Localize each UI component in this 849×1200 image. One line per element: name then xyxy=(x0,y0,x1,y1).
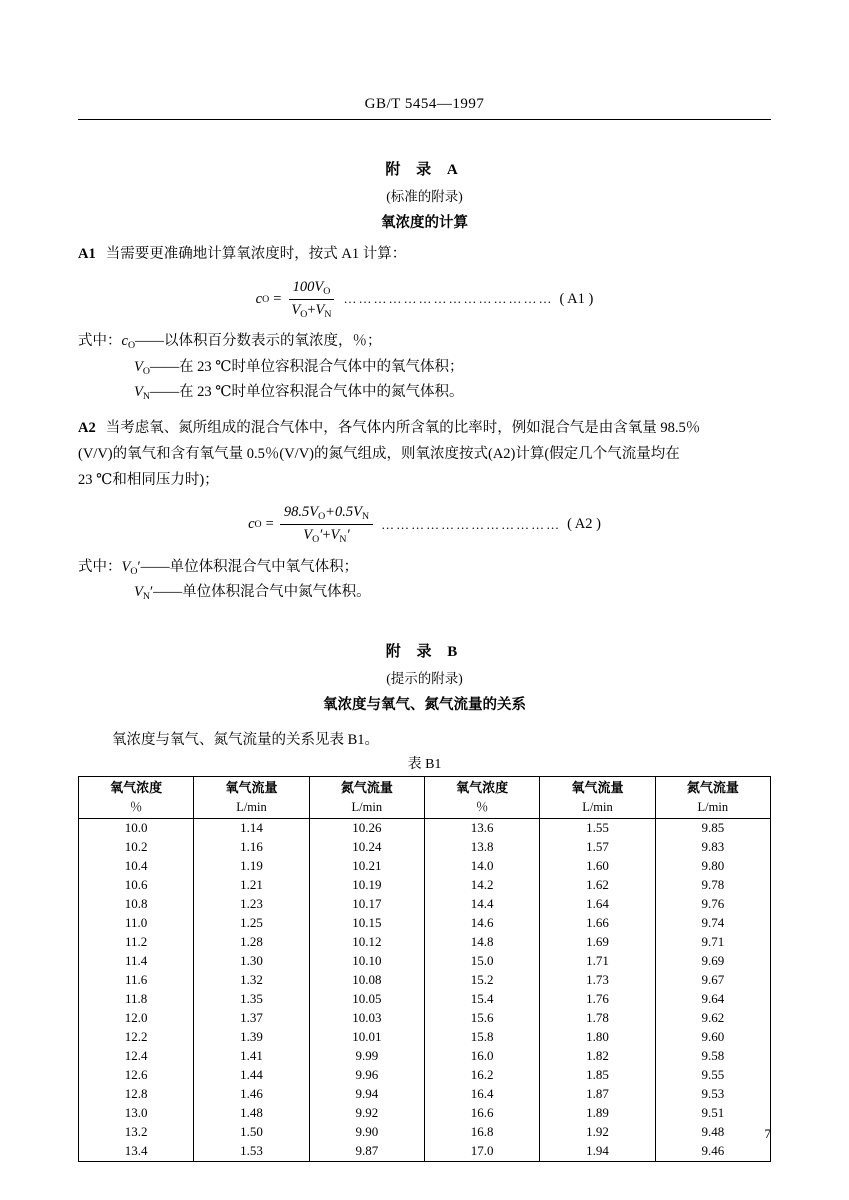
table-row xyxy=(79,857,771,876)
table-cell: 16.0 xyxy=(424,1047,539,1066)
def-a2-0-text: ——单位体积混合气中氧气体积； xyxy=(140,558,359,575)
where-line-a2-1 xyxy=(78,555,771,581)
column-header-0 xyxy=(79,776,194,818)
table-cell: 1.57 xyxy=(540,838,655,857)
table-row xyxy=(79,1142,771,1162)
table-cell: 11.4 xyxy=(79,952,194,971)
table-cell: 10.4 xyxy=(79,857,194,876)
appendix-a-title: 附 录 A xyxy=(385,162,464,178)
table-b1-body xyxy=(79,818,771,1161)
equation-a1 xyxy=(78,278,771,321)
appendix-b-title: 附 录 B xyxy=(385,643,464,660)
eq-a1-den-b: V xyxy=(315,301,325,318)
column-header-2-unit: L/min xyxy=(351,799,383,814)
column-header-1 xyxy=(194,776,309,818)
where-block-a1 xyxy=(78,329,771,406)
table-cell: 1.53 xyxy=(194,1142,309,1162)
table-row xyxy=(79,1009,771,1028)
column-header-4-label: 氧气流量 xyxy=(571,779,624,795)
table-cell: 1.16 xyxy=(194,838,309,857)
table-row xyxy=(79,1085,771,1104)
table-cell: 1.85 xyxy=(540,1066,655,1085)
def-a1-0-sym: c xyxy=(121,332,128,349)
eq-a2-den-a: V xyxy=(303,527,313,544)
table-cell: 9.69 xyxy=(655,952,770,971)
table-cell: 9.67 xyxy=(655,971,770,990)
eq-a2-den-b-sub: N xyxy=(339,534,347,546)
eq-a1-den-a-sub: O xyxy=(300,308,308,320)
table-b1 xyxy=(78,776,771,1162)
table-cell: 9.90 xyxy=(309,1123,424,1142)
column-header-4-unit: L/min xyxy=(582,799,613,814)
eq-a2-den-a-prime: ′ xyxy=(319,527,323,544)
table-cell: 9.60 xyxy=(655,1028,770,1047)
paragraph-a2-line3: 23 ℃和相同压力时)； xyxy=(78,471,219,488)
table-cell: 1.78 xyxy=(540,1009,655,1028)
column-header-5-label: 氮气流量 xyxy=(686,779,739,795)
column-header-1-unit: L/min xyxy=(236,799,267,814)
def-a1-1-text: ——在 23 ℃时单位容积混合气体中的氧气体积； xyxy=(149,358,464,375)
table-cell: 11.0 xyxy=(79,914,194,933)
table-cell: 1.19 xyxy=(194,857,309,876)
table-row xyxy=(79,952,771,971)
table-row xyxy=(79,1066,771,1085)
table-cell: 1.87 xyxy=(540,1085,655,1104)
table-cell: 11.2 xyxy=(79,933,194,952)
table-cell: 12.6 xyxy=(79,1066,194,1085)
table-cell: 15.4 xyxy=(424,990,539,1009)
table-row xyxy=(79,895,771,914)
table-cell: 13.2 xyxy=(79,1123,194,1142)
table-row xyxy=(79,914,771,933)
table-row xyxy=(79,933,771,952)
table-cell: 14.6 xyxy=(424,914,539,933)
table-cell: 1.50 xyxy=(194,1123,309,1142)
eq-a2-num-plus: +0.5V xyxy=(325,504,362,521)
paragraph-a1 xyxy=(78,242,771,268)
table-cell: 16.6 xyxy=(424,1104,539,1123)
eq-a1-lhs: c xyxy=(255,290,263,307)
table-b1-caption: 表 B1 xyxy=(407,756,442,772)
table-cell: 14.2 xyxy=(424,876,539,895)
table-cell: 13.0 xyxy=(79,1104,194,1123)
table-row xyxy=(79,818,771,838)
column-header-2-label: 氮气流量 xyxy=(340,779,393,795)
eq-a1-numerator xyxy=(289,278,335,300)
column-header-2 xyxy=(309,776,424,818)
table-cell: 10.26 xyxy=(309,818,424,838)
paragraph-a2-line1 xyxy=(78,416,771,442)
table-cell: 1.30 xyxy=(194,952,309,971)
page-header-standard-number: GB/T 5454—1997 xyxy=(364,96,485,112)
def-a1-2-text: ——在 23 ℃时单位容积混合气体中的氮气体积。 xyxy=(149,384,464,401)
table-cell: 16.2 xyxy=(424,1066,539,1085)
table-cell: 1.76 xyxy=(540,990,655,1009)
header-divider xyxy=(78,119,771,120)
table-cell: 14.0 xyxy=(424,857,539,876)
eq-a1-den-a: V xyxy=(291,301,301,318)
table-cell: 1.23 xyxy=(194,895,309,914)
table-cell: 12.0 xyxy=(79,1009,194,1028)
table-row xyxy=(79,1047,771,1066)
table-cell: 13.8 xyxy=(424,838,539,857)
table-cell: 1.69 xyxy=(540,933,655,952)
table-cell: 1.62 xyxy=(540,876,655,895)
equation-a2-number: ( A2 ) xyxy=(567,516,601,533)
table-cell: 9.74 xyxy=(655,914,770,933)
eq-a2-lhs-sub: O xyxy=(254,519,262,531)
table-cell: 9.46 xyxy=(655,1142,770,1162)
paragraph-a2 xyxy=(78,416,771,493)
page-content xyxy=(78,96,771,1162)
table-cell: 1.89 xyxy=(540,1104,655,1123)
appendix-b-intro: 氧浓度与氧气、氮气流量的关系见表 B1。 xyxy=(112,731,380,748)
appendix-b-subtitle: (提示的附录) xyxy=(386,670,463,686)
column-header-0-label: 氧气浓度 xyxy=(110,779,163,795)
eq-a2-num-a: 98.5V xyxy=(283,504,319,521)
table-cell: 15.2 xyxy=(424,971,539,990)
table-row xyxy=(79,971,771,990)
eq-a1-denominator xyxy=(287,300,335,321)
table-cell: 1.46 xyxy=(194,1085,309,1104)
table-cell: 16.4 xyxy=(424,1085,539,1104)
table-cell: 14.4 xyxy=(424,895,539,914)
def-a1-0-text: ——以体积百分数表示的氧浓度，％； xyxy=(135,332,382,349)
where-label-a1: 式中： xyxy=(78,332,122,349)
table-cell: 10.08 xyxy=(309,971,424,990)
def-a1-2-sym: V xyxy=(134,384,143,401)
clause-a2-label: A2 xyxy=(78,420,96,437)
table-cell: 9.51 xyxy=(655,1104,770,1123)
table-cell: 9.55 xyxy=(655,1066,770,1085)
def-a1-1-sym: V xyxy=(134,358,143,375)
table-cell: 1.64 xyxy=(540,895,655,914)
equation-a1-number: ( A1 ) xyxy=(559,290,594,307)
table-cell: 9.96 xyxy=(309,1066,424,1085)
table-cell: 1.37 xyxy=(194,1009,309,1028)
eq-a2-den-b-prime: ′ xyxy=(346,527,350,544)
table-cell: 9.94 xyxy=(309,1085,424,1104)
table-cell: 1.60 xyxy=(540,857,655,876)
table-cell: 1.66 xyxy=(540,914,655,933)
where-label-a2: 式中： xyxy=(78,558,122,575)
table-cell: 1.28 xyxy=(194,933,309,952)
table-cell: 12.4 xyxy=(79,1047,194,1066)
column-header-5 xyxy=(655,776,770,818)
page-number: 7 xyxy=(764,1126,771,1141)
table-cell: 10.8 xyxy=(79,895,194,914)
table-cell: 10.24 xyxy=(309,838,424,857)
table-cell: 9.62 xyxy=(655,1009,770,1028)
table-cell: 15.6 xyxy=(424,1009,539,1028)
table-cell: 16.8 xyxy=(424,1123,539,1142)
table-cell: 1.80 xyxy=(540,1028,655,1047)
equation-a2-expression: c O = $\frac{98.5V_O+0.5V_N}{V_O'+V_N'}$ xyxy=(248,503,375,546)
table-b1-wrapper xyxy=(78,776,771,1162)
eq-a2-den-a-sub: O xyxy=(312,534,320,546)
eq-a2-numerator xyxy=(280,503,373,525)
def-a2-0-prime: ′ xyxy=(137,558,141,575)
table-cell: 10.0 xyxy=(79,818,194,838)
table-row xyxy=(79,876,771,895)
table-cell: 14.8 xyxy=(424,933,539,952)
eq-a2-lhs: c xyxy=(248,516,255,533)
table-cell: 10.2 xyxy=(79,838,194,857)
table-cell: 13.6 xyxy=(424,818,539,838)
clause-a1-label: A1 xyxy=(78,246,96,262)
table-cell: 1.35 xyxy=(194,990,309,1009)
appendix-a-name: 氧浓度的计算 xyxy=(381,215,468,231)
table-cell: 1.25 xyxy=(194,914,309,933)
table-cell: 10.6 xyxy=(79,876,194,895)
equation-a1-leader-dots: …………………………………… xyxy=(343,291,554,307)
eq-a1-den-plus: + xyxy=(307,301,316,318)
def-a2-0-sub: O xyxy=(130,565,138,577)
def-a1-0-sub: O xyxy=(127,339,136,351)
section-spacer xyxy=(78,606,771,640)
table-cell: 1.73 xyxy=(540,971,655,990)
table-cell: 9.99 xyxy=(309,1047,424,1066)
table-cell: 10.01 xyxy=(309,1028,424,1047)
eq-a1-den-b-sub: N xyxy=(324,308,332,320)
where-line-a1-1 xyxy=(78,329,771,355)
clause-a1-text: 当需要更准确地计算氧浓度时，按式 A1 计算： xyxy=(105,246,407,262)
table-cell: 15.0 xyxy=(424,952,539,971)
table-row xyxy=(79,990,771,1009)
paragraph-a2-line2: (V/V)的氧气和含有氧气量 0.5％(V/V)的氮气组成，则氧浓度按式(A2)计算(假定几个气流量均在 xyxy=(78,445,680,462)
eq-a1-num-sub: O xyxy=(323,285,331,297)
table-cell: 9.92 xyxy=(309,1104,424,1123)
def-a1-2-sub: N xyxy=(142,391,150,403)
table-cell: 1.39 xyxy=(194,1028,309,1047)
column-header-4 xyxy=(540,776,655,818)
def-a1-1-sub: O xyxy=(142,365,150,377)
table-cell: 9.76 xyxy=(655,895,770,914)
column-header-1-label: 氧气流量 xyxy=(225,779,278,795)
table-cell: 13.4 xyxy=(79,1142,194,1162)
column-header-5-unit: L/min xyxy=(697,799,729,814)
equation-a2-leader-dots: ……………………………… xyxy=(381,516,562,532)
column-header-3 xyxy=(424,776,539,818)
table-cell: 1.94 xyxy=(540,1142,655,1162)
where-line-a2-2 xyxy=(134,580,771,606)
table-cell: 11.8 xyxy=(79,990,194,1009)
table-cell: 1.32 xyxy=(194,971,309,990)
table-row xyxy=(79,1104,771,1123)
def-a2-1-text: ——单位体积混合气中氮气体积。 xyxy=(153,584,371,601)
table-cell: 10.19 xyxy=(309,876,424,895)
table-cell: 1.14 xyxy=(194,818,309,838)
def-a2-1-sub: N xyxy=(142,591,150,602)
table-cell: 12.2 xyxy=(79,1028,194,1047)
where-line-a1-2 xyxy=(134,355,771,381)
eq-a2-num-a-sub: O xyxy=(318,511,326,523)
def-a2-1-prime: ′ xyxy=(149,584,154,601)
eq-a1-fraction xyxy=(287,278,335,321)
where-line-a1-3 xyxy=(134,380,771,406)
table-cell: 17.0 xyxy=(424,1142,539,1162)
table-cell: 1.55 xyxy=(540,818,655,838)
table-cell: 9.87 xyxy=(309,1142,424,1162)
clause-a2-line1: 当考虑氧、氮所组成的混合气体中，各气体内所含氧的比率时，例如混合气是由含氧量 98.5％ xyxy=(105,420,701,437)
eq-a2-den-b: V xyxy=(330,527,340,544)
eq-a2-fraction xyxy=(280,503,373,546)
table-cell: 12.8 xyxy=(79,1085,194,1104)
eq-a1-lhs-sub: O xyxy=(262,293,270,305)
eq-a2-den-plus: + xyxy=(322,527,331,544)
table-cell: 1.41 xyxy=(194,1047,309,1066)
table-cell: 15.8 xyxy=(424,1028,539,1047)
table-cell: 10.03 xyxy=(309,1009,424,1028)
eq-a2-denominator xyxy=(299,525,353,546)
table-cell: 9.78 xyxy=(655,876,770,895)
table-cell: 10.21 xyxy=(309,857,424,876)
def-a2-1-sym: V xyxy=(134,584,143,601)
table-cell: 1.48 xyxy=(194,1104,309,1123)
appendix-a-subtitle: (标准的附录) xyxy=(386,189,463,204)
table-cell: 10.12 xyxy=(309,933,424,952)
table-cell: 10.05 xyxy=(309,990,424,1009)
equation-a2 xyxy=(78,503,771,546)
table-cell: 9.71 xyxy=(655,933,770,952)
table-cell: 10.17 xyxy=(309,895,424,914)
table-row xyxy=(79,1123,771,1142)
table-cell: 9.48 xyxy=(655,1123,770,1142)
table-row xyxy=(79,838,771,857)
table-row xyxy=(79,1028,771,1047)
column-header-3-unit: ％ xyxy=(475,799,489,814)
appendix-b-name: 氧浓度与氧气、氮气流量的关系 xyxy=(323,696,526,713)
column-header-0-unit: ％ xyxy=(129,799,143,814)
where-block-a2 xyxy=(78,555,771,606)
table-cell: 9.58 xyxy=(655,1047,770,1066)
def-a2-0-sym: V xyxy=(121,558,131,575)
eq-a1-num-text: 100V xyxy=(292,278,324,295)
table-cell: 11.6 xyxy=(79,971,194,990)
column-header-3-label: 氧气浓度 xyxy=(456,779,509,795)
eq-a2-num-b-sub: N xyxy=(361,511,370,523)
table-b1-head xyxy=(79,776,771,818)
table-cell: 1.71 xyxy=(540,952,655,971)
table-cell: 9.53 xyxy=(655,1085,770,1104)
equation-a1-expression: c O = $\frac{100V_O}{V_O+V_N}$ xyxy=(256,278,338,321)
table-cell: 1.92 xyxy=(540,1123,655,1142)
table-cell: 9.83 xyxy=(655,838,770,857)
table-cell: 1.21 xyxy=(194,876,309,895)
table-cell: 10.15 xyxy=(309,914,424,933)
table-cell: 9.85 xyxy=(655,818,770,838)
table-cell: 10.10 xyxy=(309,952,424,971)
table-cell: 1.82 xyxy=(540,1047,655,1066)
table-cell: 9.64 xyxy=(655,990,770,1009)
table-cell: 9.80 xyxy=(655,857,770,876)
table-header-row xyxy=(79,776,771,818)
table-cell: 1.44 xyxy=(194,1066,309,1085)
